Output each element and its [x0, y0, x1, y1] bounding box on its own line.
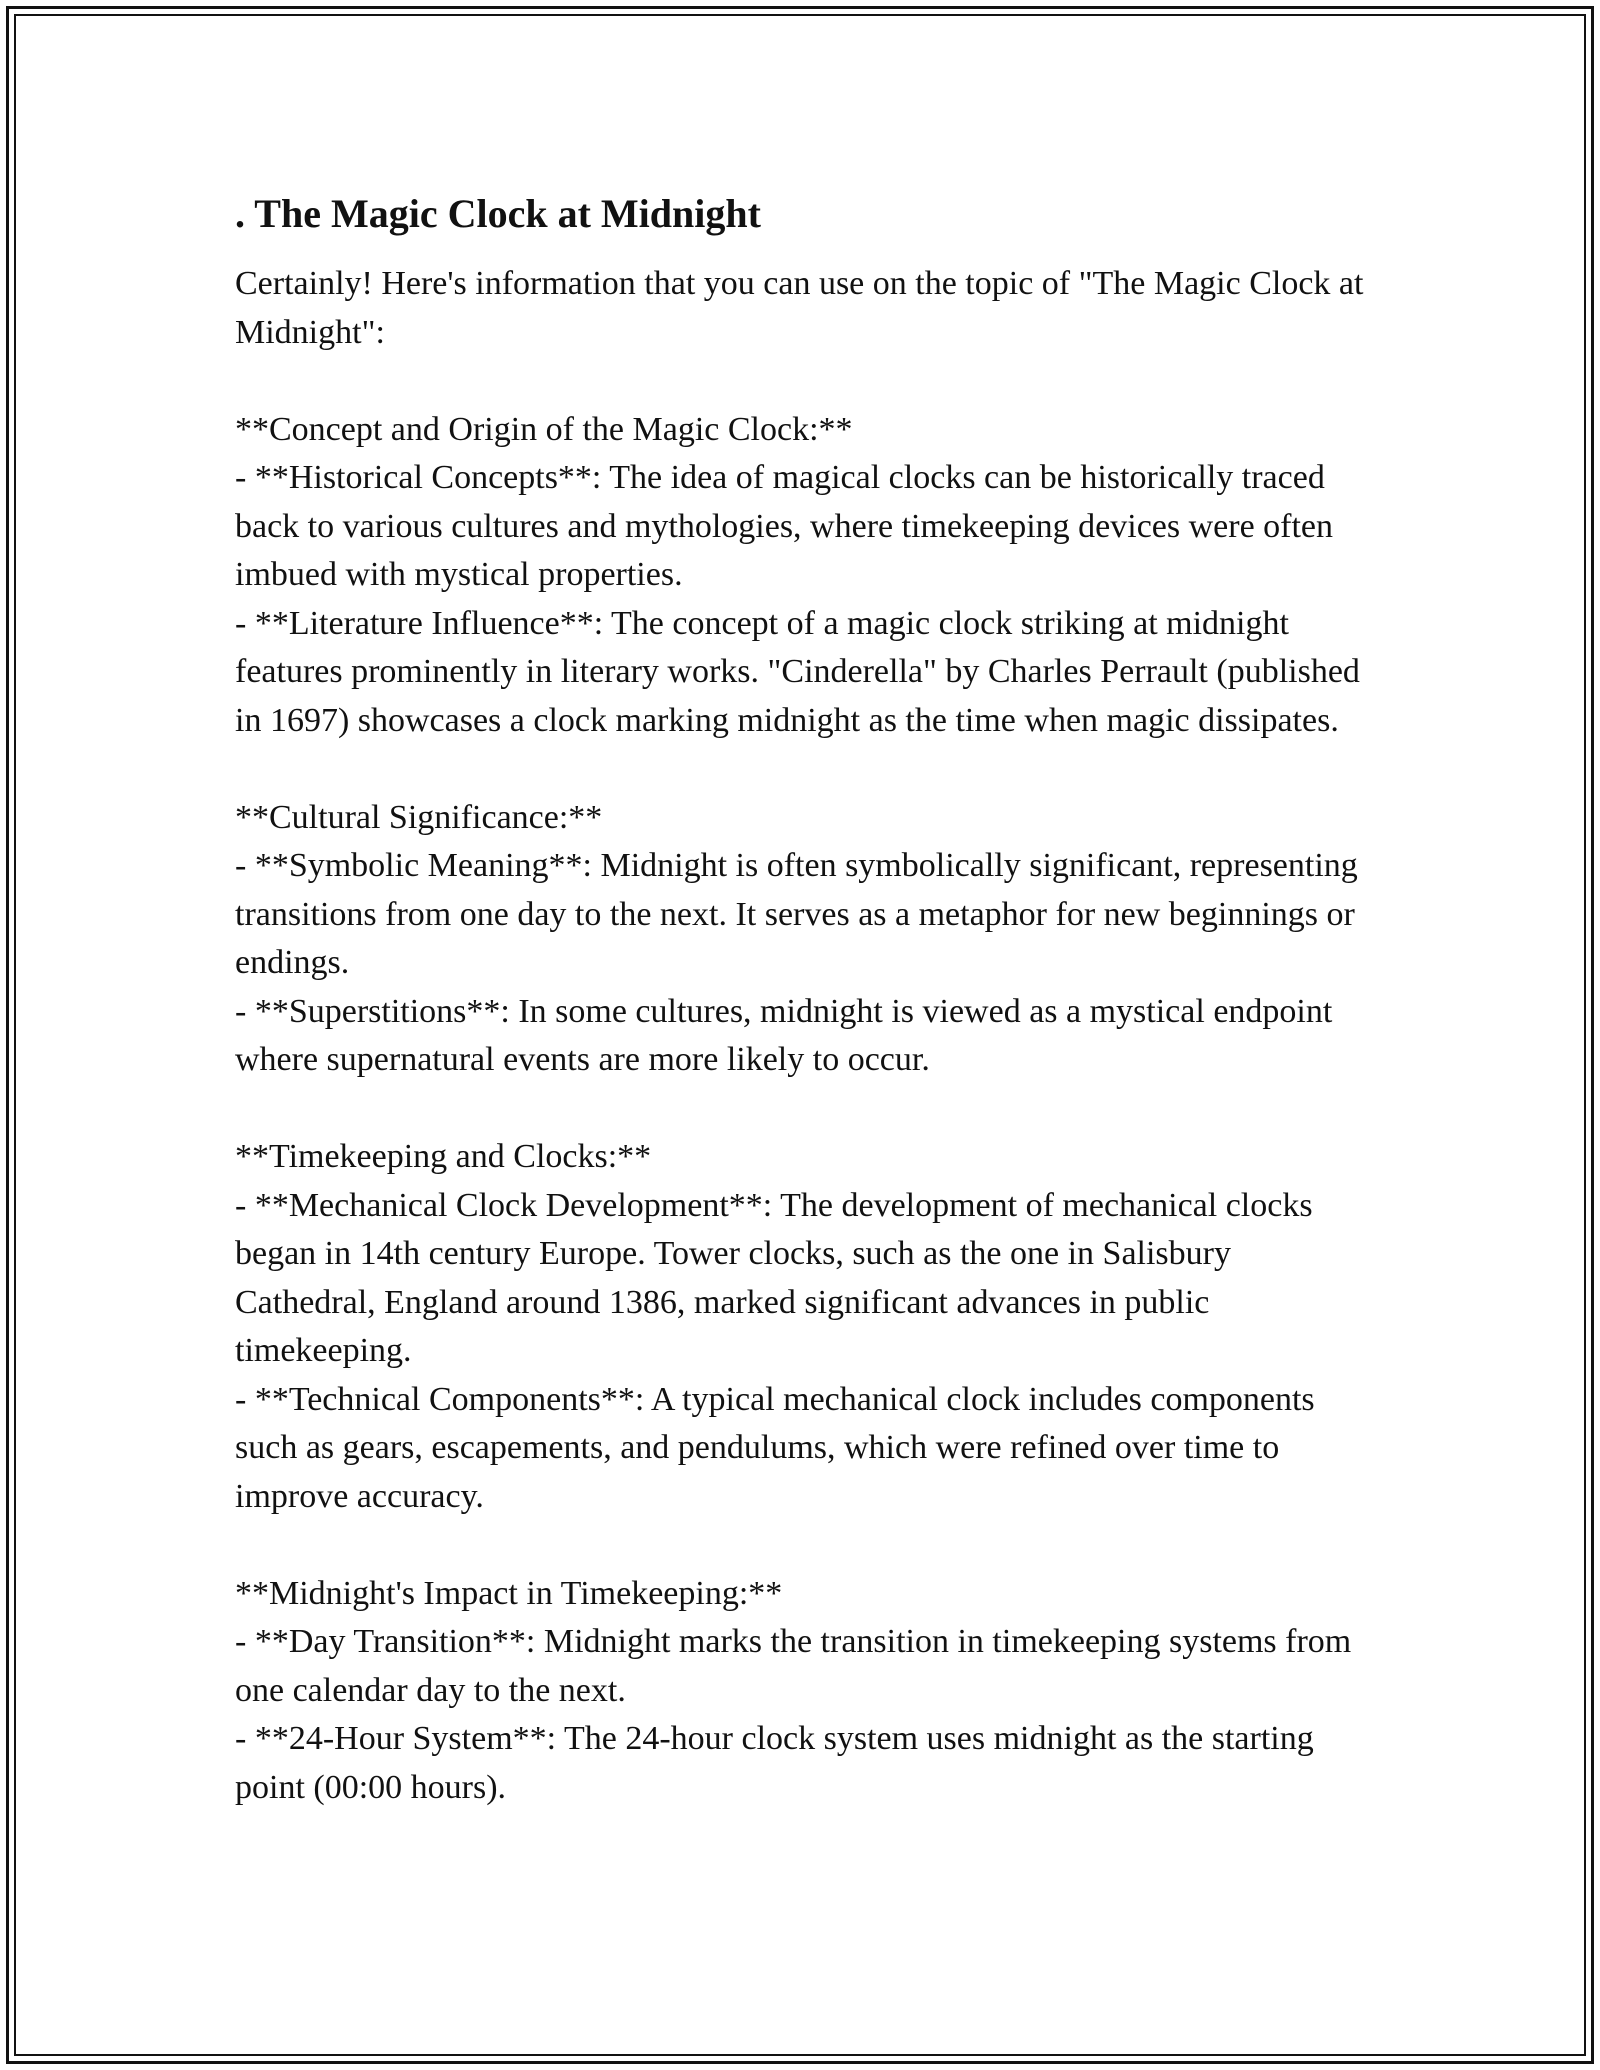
section-cultural-significance — [235, 794, 1375, 1085]
section-heading: **Midnight's Impact in Timekeeping:** — [235, 1574, 783, 1612]
bullet-item: - **Literature Influence**: The concept of a magic clock striking at midnight features prominently in literary works. "Cinderella" by Charles Perrault (published in 1697) showcases a clock marking midnight as the time when magic dissipates. — [235, 604, 1360, 739]
bullet-item: - **Superstitions**: In some cultures, midnight is viewed as a mystical endpoint where supernatural events are more likely to occur. — [235, 992, 1333, 1078]
bullet-item: - **Historical Concepts**: The idea of magical clocks can be historically traced back to various cultures and mythologies, where timekeeping devices were often imbued with mystical properties. — [235, 459, 1334, 593]
section-heading: **Timekeeping and Clocks:** — [235, 1138, 652, 1175]
section-concept-origin — [235, 406, 1375, 746]
intro-paragraph: Certainly! Here's information that you can use on the topic of "The Magic Clock at Midnight": — [235, 265, 1364, 351]
bullet-item: - **Mechanical Clock Development**: The development of mechanical clocks began in 14th century Europe. Tower clocks, such as the one in Salisbury Cathedral, England around 1386, marked significant advances in public timekeeping. — [235, 1186, 1313, 1369]
bullet-item: - **Day Transition**: Midnight marks the transition in timekeeping systems from one calendar day to the next. — [235, 1623, 1352, 1709]
document-body — [235, 186, 1375, 1812]
bullet-item: - **Technical Components**: A typical mechanical clock includes components such as gears, escapements, and pendulums, which were refined over time to improve accuracy. — [235, 1380, 1315, 1515]
section-midnight-impact — [235, 1570, 1375, 1813]
section-heading: **Cultural Significance:** — [235, 798, 603, 836]
section-heading: **Concept and Origin of the Magic Clock:** — [235, 410, 853, 448]
document-title: . The Magic Clock at Midnight — [235, 191, 761, 236]
bullet-item: - **24-Hour System**: The 24-hour clock system uses midnight as the starting point (00:00 hours). — [235, 1720, 1314, 1806]
section-timekeeping-clocks — [235, 1133, 1375, 1521]
bullet-item: - **Symbolic Meaning**: Midnight is often symbolically significant, representing transitions from one day to the next. It serves as a metaphor for new beginnings or endings. — [235, 847, 1358, 981]
